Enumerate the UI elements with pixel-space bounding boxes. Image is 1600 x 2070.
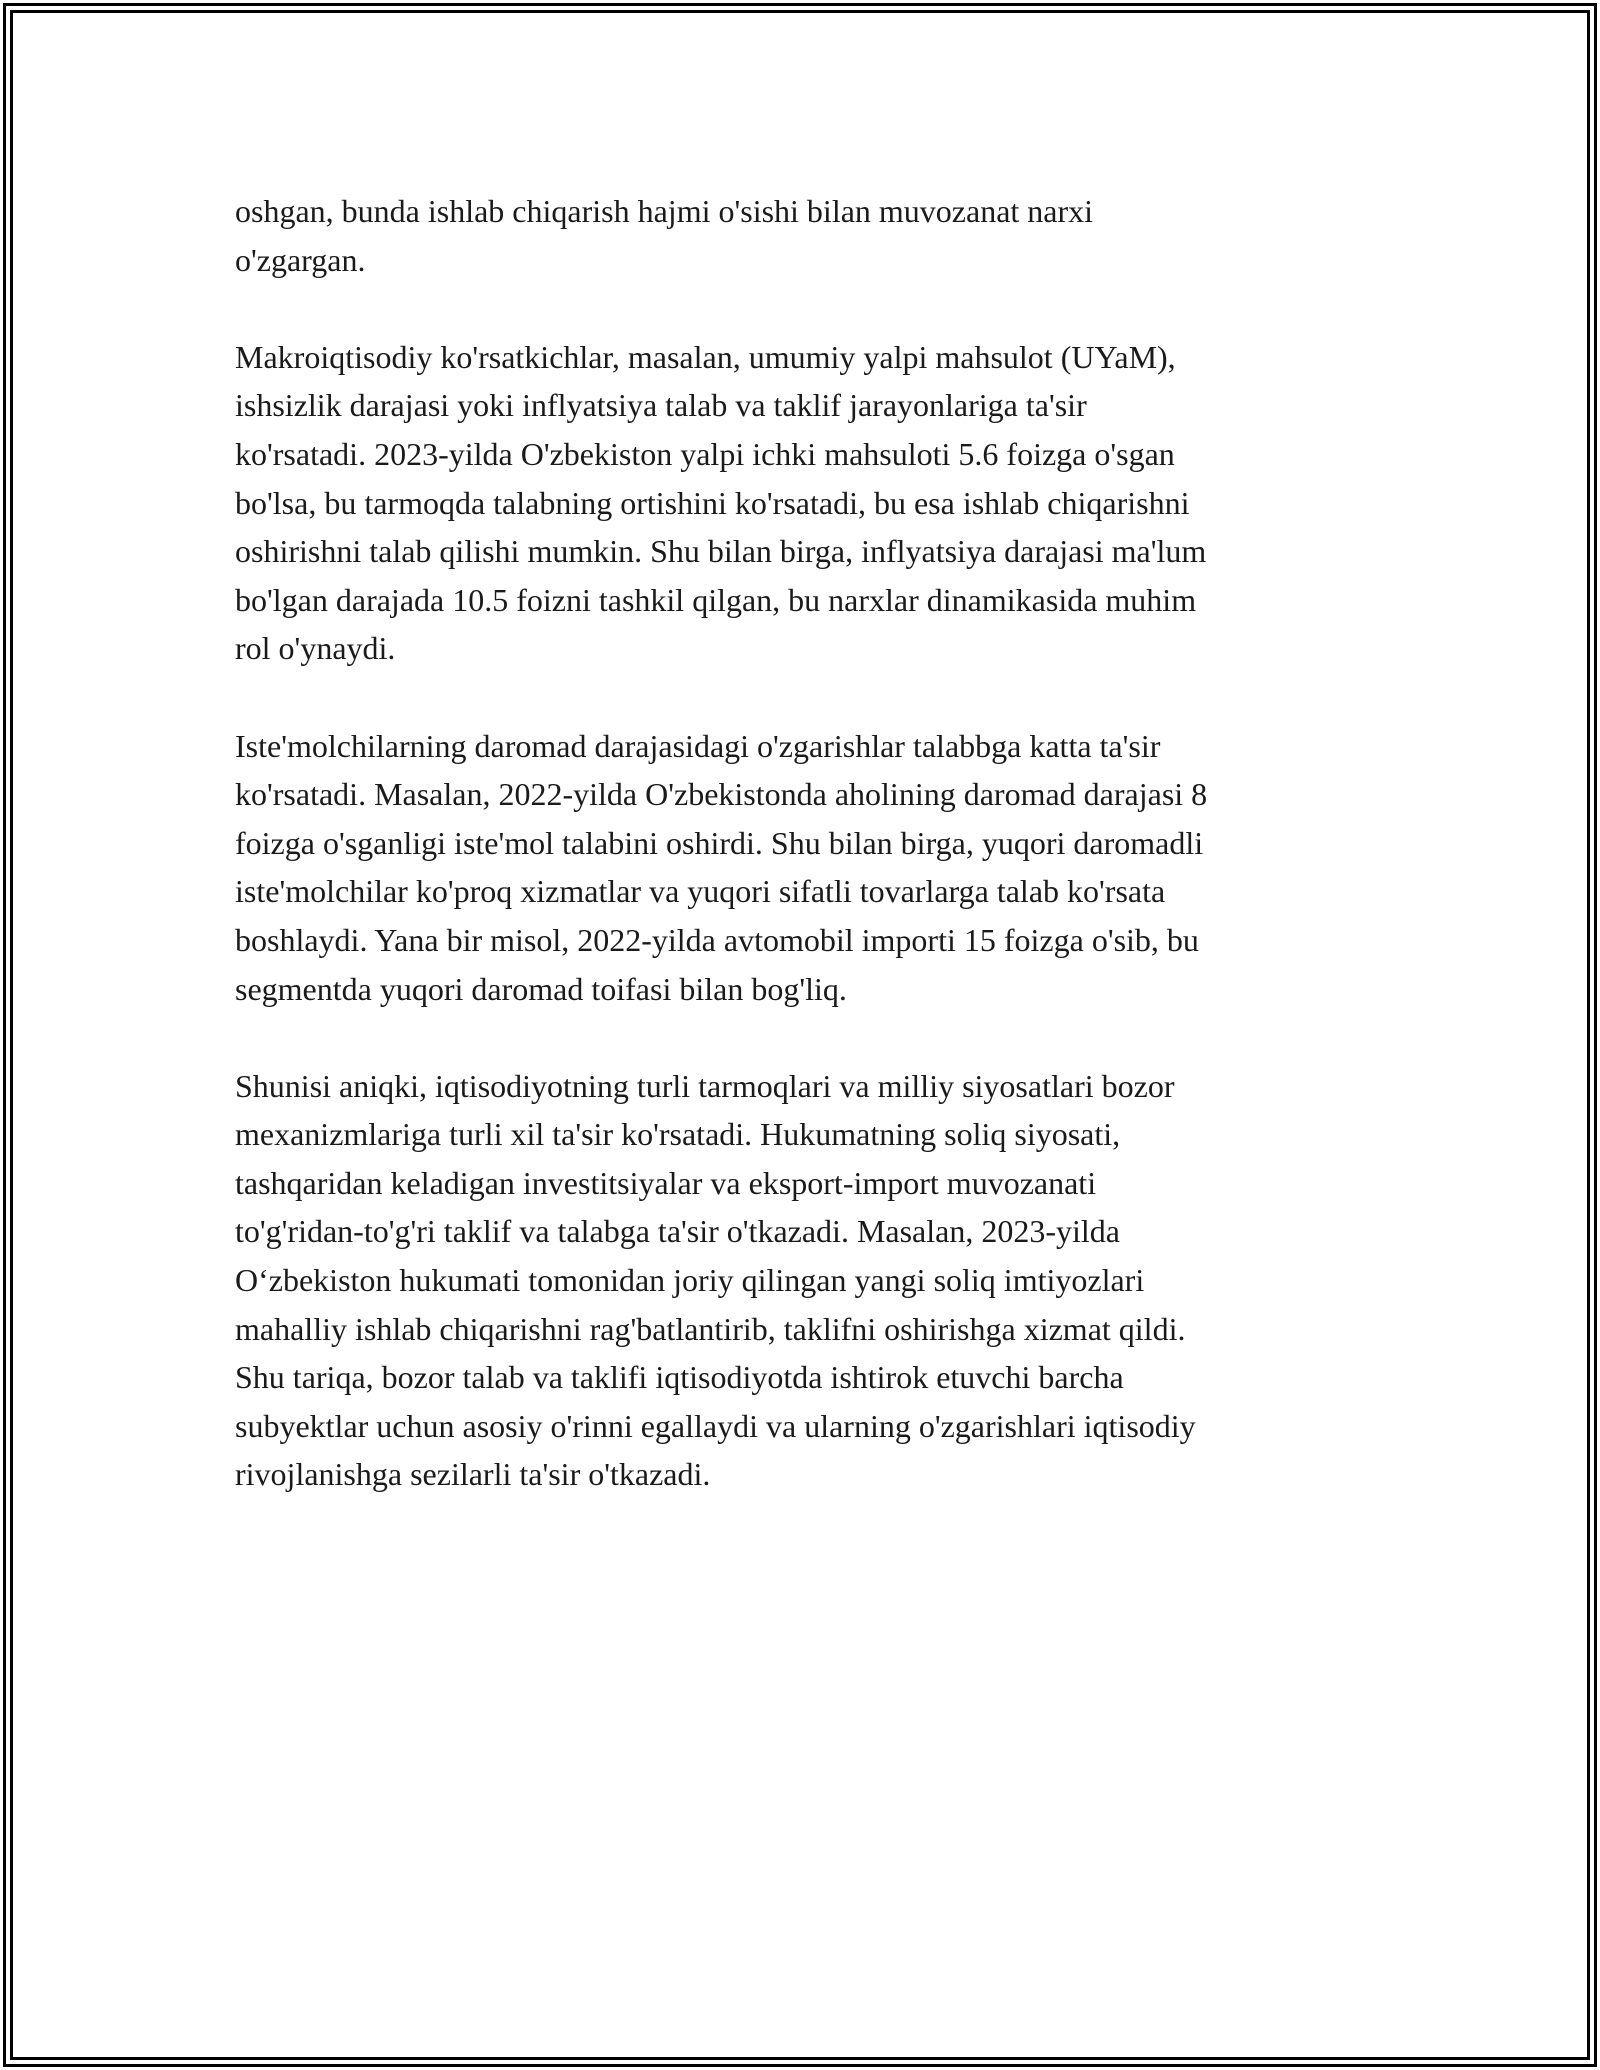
paragraph-consumer-income: Iste'molchilarning daromad darajasidagi o'zgarishlar talabbga katta ta'sir ko'rsatadi. Masalan, 2022-yilda O'zbekistonda aholining daromad darajasi 8 foizga o'sganligi iste'mol talabini oshirdi. Shu bilan birga, yuqori daromadli iste'molchilar ko'proq xizmatlar va yuqori sifatli tovarlarga talab ko'rsata boshlaydi. Yana bir misol, 2022-yilda avtomobil importi 15 foizga o'sib, bu segmentda yuqori daromad toifasi bilan bog'liq. xyxy=(235,727,1208,1007)
paragraph-production-volume: oshgan, bunda ishlab chiqarish hajmi o'sishi bilan muvozanat narxi o'zgargan. xyxy=(235,193,1094,278)
paragraph-government-policy: Shunisi aniqki, iqtisodiyotning turli tarmoqlari va milliy siyosatlari bozor mexanizmlariga turli xil ta'sir ko'rsatadi. Hukumatning soliq siyosati, tashqaridan keladigan investitsiyalar va eksport-import muvozanati to'g'ridan-to'g'ri taklif va talabga ta'sir o'tkazadi. Masalan, 2023-yilda O‘zbekiston hukumati tomonidan joriy qilingan yangi soliq imtiyozlari mahalliy ishlab chiqarishni rag'batlantirib, taklifni oshirishga xizmat qildi. Shu tariqa, bozor talab va taklifi iqtisodiyotda ishtirok etuvchi barcha subyektlar uchun asosiy o'rinni egallaydi va ularning o'zgarishlari iqtisodiy rivojlanishga sezilarli ta'sir o'tkazadi. xyxy=(235,1067,1196,1493)
document-body xyxy=(235,187,1355,1499)
paragraph-macroeconomic-indicators: Makroiqtisodiy ko'rsatkichlar, masalan, umumiy yalpi mahsulot (UYaM), ishsizlik darajasi yoki inflyatsiya talab va taklif jarayonlariga ta'sir ko'rsatadi. 2023-yilda O'zbekiston yalpi ichki mahsuloti 5.6 foizga o'sgan bo'lsa, bu tarmoqda talabning ortishini ko'rsatadi, bu esa ishlab chiqarishni oshirishni talab qilishi mumkin. Shu bilan birga, inflyatsiya darajasi ma'lum bo'lgan darajada 10.5 foizni tashkil qilgan, bu narxlar dinamikasida muhim rol o'ynaydi. xyxy=(235,338,1207,667)
